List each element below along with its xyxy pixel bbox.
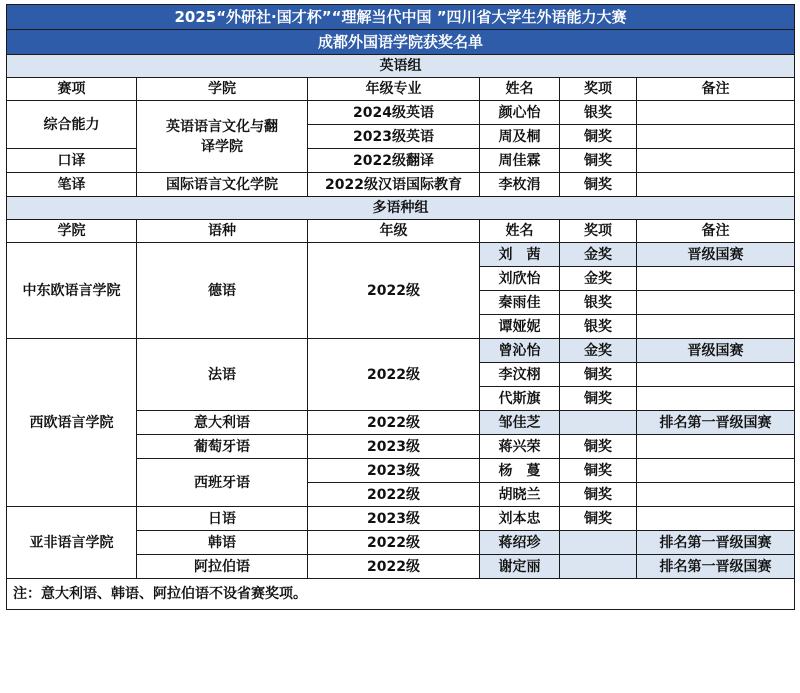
note-cell: 晋级国赛 xyxy=(637,339,795,363)
language-cell: 日语 xyxy=(137,507,308,531)
event-cell: 综合能力 xyxy=(7,101,137,149)
award-cell: 金奖 xyxy=(560,267,637,291)
multi-header-row xyxy=(7,220,795,243)
name-cell: 曾沁怡 xyxy=(480,339,560,363)
header-award: 奖项 xyxy=(560,220,637,243)
english-group-row xyxy=(7,55,795,78)
note-cell xyxy=(637,387,795,411)
grade-cell: 2022级 xyxy=(308,339,480,411)
header-language: 语种 xyxy=(137,220,308,243)
page-subtitle: 成都外国语学院获奖名单 xyxy=(7,30,795,55)
english-header-row xyxy=(7,78,795,101)
name-cell: 刘欣怡 xyxy=(480,267,560,291)
grade-cell: 2022级 xyxy=(308,243,480,339)
table-row xyxy=(7,101,795,125)
award-cell: 金奖 xyxy=(560,339,637,363)
name-cell: 蒋绍珍 xyxy=(480,531,560,555)
grade-cell: 2022级汉语国际教育 xyxy=(308,173,480,197)
header-name: 姓名 xyxy=(480,78,560,101)
note-cell xyxy=(637,125,795,149)
note-cell xyxy=(637,173,795,197)
name-cell: 刘本忠 xyxy=(480,507,560,531)
note-cell: 排名第一晋级国赛 xyxy=(637,531,795,555)
name-cell: 胡晓兰 xyxy=(480,483,560,507)
table-row xyxy=(7,243,795,267)
grade-cell: 2023级 xyxy=(308,507,480,531)
header-award: 奖项 xyxy=(560,78,637,101)
header-event: 赛项 xyxy=(7,78,137,101)
table-row xyxy=(7,173,795,197)
english-group-label: 英语组 xyxy=(7,55,795,78)
name-cell: 周及桐 xyxy=(480,125,560,149)
note-cell xyxy=(637,315,795,339)
note-cell: 排名第一晋级国赛 xyxy=(637,411,795,435)
table-row xyxy=(7,507,795,531)
award-cell: 铜奖 xyxy=(560,459,637,483)
name-cell: 代斯旗 xyxy=(480,387,560,411)
note-cell xyxy=(637,291,795,315)
note-cell xyxy=(637,149,795,173)
language-cell: 德语 xyxy=(137,243,308,339)
header-grade: 年级 xyxy=(308,220,480,243)
language-cell: 阿拉伯语 xyxy=(137,555,308,579)
table-row xyxy=(7,149,795,173)
grade-cell: 2022级 xyxy=(308,411,480,435)
award-cell: 银奖 xyxy=(560,101,637,125)
name-cell: 李枚涓 xyxy=(480,173,560,197)
note-cell xyxy=(637,101,795,125)
page-title: 2025“外研社·国才杯”“理解当代中国 ”四川省大学生外语能力大赛 xyxy=(7,5,795,30)
award-table xyxy=(6,4,795,610)
award-cell: 银奖 xyxy=(560,315,637,339)
header-note: 备注 xyxy=(637,78,795,101)
header-college: 学院 xyxy=(7,220,137,243)
award-list xyxy=(6,4,794,610)
award-cell: 银奖 xyxy=(560,291,637,315)
header-name: 姓名 xyxy=(480,220,560,243)
language-cell: 西班牙语 xyxy=(137,459,308,507)
language-cell: 法语 xyxy=(137,339,308,411)
college-cell: 亚非语言学院 xyxy=(7,507,137,579)
award-cell: 铜奖 xyxy=(560,149,637,173)
name-cell: 秦雨佳 xyxy=(480,291,560,315)
title-row-2 xyxy=(7,30,795,55)
award-cell xyxy=(560,555,637,579)
award-cell: 铜奖 xyxy=(560,363,637,387)
multi-group-row xyxy=(7,197,795,220)
grade-cell: 2023级英语 xyxy=(308,125,480,149)
note-cell xyxy=(637,267,795,291)
name-cell: 刘 茜 xyxy=(480,243,560,267)
grade-cell: 2024级英语 xyxy=(308,101,480,125)
award-cell xyxy=(560,531,637,555)
table-row xyxy=(7,339,795,363)
header-college: 学院 xyxy=(137,78,308,101)
name-cell: 杨 蔓 xyxy=(480,459,560,483)
language-cell: 意大利语 xyxy=(137,411,308,435)
award-cell: 铜奖 xyxy=(560,173,637,197)
title-row-1 xyxy=(7,5,795,30)
grade-cell: 2022级翻译 xyxy=(308,149,480,173)
footnote-row xyxy=(7,579,795,610)
name-cell: 颜心怡 xyxy=(480,101,560,125)
language-cell: 葡萄牙语 xyxy=(137,435,308,459)
event-cell: 口译 xyxy=(7,149,137,173)
name-cell: 李汶栩 xyxy=(480,363,560,387)
college-cell xyxy=(137,101,308,173)
header-grade-major: 年级专业 xyxy=(308,78,480,101)
grade-cell: 2023级 xyxy=(308,435,480,459)
header-note: 备注 xyxy=(637,220,795,243)
award-cell: 金奖 xyxy=(560,243,637,267)
award-cell xyxy=(560,411,637,435)
grade-cell: 2022级 xyxy=(308,531,480,555)
award-cell: 铜奖 xyxy=(560,387,637,411)
event-cell: 笔译 xyxy=(7,173,137,197)
note-cell: 晋级国赛 xyxy=(637,243,795,267)
grade-cell: 2022级 xyxy=(308,483,480,507)
name-cell: 邹佳芝 xyxy=(480,411,560,435)
college-cell: 中东欧语言学院 xyxy=(7,243,137,339)
note-cell xyxy=(637,483,795,507)
award-cell: 铜奖 xyxy=(560,507,637,531)
footnote: 注：意大利语、韩语、阿拉伯语不设省赛奖项。 xyxy=(7,579,795,610)
language-cell: 韩语 xyxy=(137,531,308,555)
note-cell xyxy=(637,459,795,483)
name-cell: 谭娅妮 xyxy=(480,315,560,339)
grade-cell: 2023级 xyxy=(308,459,480,483)
college-cell: 国际语言文化学院 xyxy=(137,173,308,197)
award-cell: 铜奖 xyxy=(560,483,637,507)
note-cell: 排名第一晋级国赛 xyxy=(637,555,795,579)
name-cell: 蒋兴荣 xyxy=(480,435,560,459)
note-cell xyxy=(637,507,795,531)
award-cell: 铜奖 xyxy=(560,435,637,459)
award-cell: 铜奖 xyxy=(560,125,637,149)
college-cell: 西欧语言学院 xyxy=(7,339,137,507)
grade-cell: 2022级 xyxy=(308,555,480,579)
name-cell: 谢定丽 xyxy=(480,555,560,579)
note-cell xyxy=(637,363,795,387)
note-cell xyxy=(637,435,795,459)
name-cell: 周佳霖 xyxy=(480,149,560,173)
multi-group-label: 多语种组 xyxy=(7,197,795,220)
college-name: 英语语言文化与翻译学院 xyxy=(166,118,278,155)
